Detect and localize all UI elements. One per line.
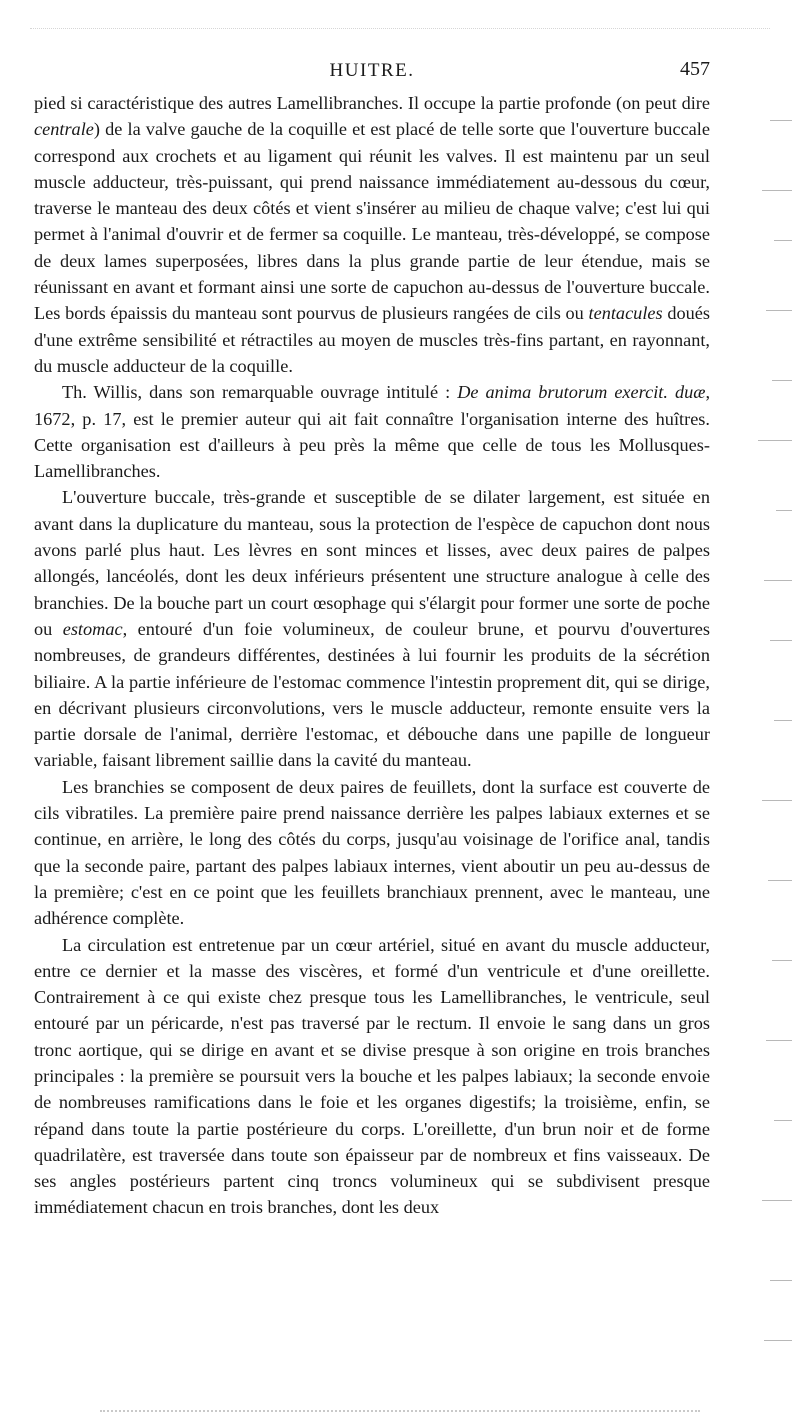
text-run: L'ouverture buccale, très-grande et susceptible de se dilater largement, est située en avant dans la duplicature du manteau, sous la protection de l'espèce de capuchon dont nous avons parlé plus haut. Les lèvres en sont minces et lisses, avec deux paires de palpes allongés, lancéolés, dont les deux inférieurs présentent une structure analogue à celle des branchies. De la bouche part un court œsophage qui s'élargit pour former une sorte de poche ou — [34, 487, 710, 639]
margin-tick — [766, 310, 792, 311]
margin-tick — [762, 800, 792, 801]
margin-tick — [758, 440, 792, 441]
paragraph — [34, 774, 710, 932]
paragraph — [34, 379, 710, 484]
text-run: ) de la valve gauche de la coquille et est placé de telle sorte que l'ouverture buccale correspond aux crochets et au ligament qui réunit les valves. Il est maintenu par un seul muscle adducteur, très-puissant, qui prend naissance immédiatement au-dessous du cœur, traverse le manteau des deux côtés et vient s'insérer au milieu de chaque valve; c'est lui qui permet à l'animal d'ouvrir et de fermer sa coquille. Le manteau, très-développé, se compose de deux lames superposées, libres dans la plus grande partie de leur étendue, mais se réunissant en avant et formant ainsi une sorte de capuchon au-dessus de l'ouverture buccale. Les bords épaissis du manteau sont pourvus de plusieurs rangées de cils ou — [34, 119, 710, 324]
margin-tick — [764, 580, 792, 581]
italic-term: tentacules — [588, 303, 663, 324]
scan-margin-marks — [732, 80, 792, 1380]
page-header — [34, 56, 710, 86]
text-run: Th. Willis, dans son remarquable ouvrage intitulé : — [62, 382, 458, 403]
margin-tick — [770, 1280, 792, 1281]
text-run: doués d'une extrême sensibilité et rétractiles au moyen de muscles très-fins partant, en rayonnant, du muscle adducteur de la coquille. — [34, 303, 710, 376]
scan-noise-bottom — [100, 1410, 700, 1414]
text-run: , entouré d'un foie volumineux, de couleur brune, et pourvu d'ouvertures nombreuses, de grandeurs différentes, destinées à lui fournir les produits de la sécrétion biliaire. A la partie inférieure de l'estomac commence l'intestin proprement dit, qui se dirige, en décrivant plusieurs circonvolutions, vers le muscle adducteur, remonte ensuite vers la partie dorsale de l'animal, derrière l'estomac, et débouche dans une papille de longueur variable, faisant librement saillie dans la cavité du manteau. — [34, 618, 710, 771]
text-run: , 1672, p. 17, est le premier auteur qui ait fait connaître l'organisation interne des huîtres. Cette organisation est d'ailleurs à peu près la même que celle de tous les Mollusques-Lamellibranches. — [34, 382, 711, 482]
margin-tick — [772, 380, 792, 381]
text-run: La circulation est entretenue par un cœur artériel, situé en avant du muscle adducteur, entre ce dernier et la masse des viscères, et formé d'un ventricule et d'une oreillette. Contrairement à ce qui existe chez presque tous les Lamellibranches, le ventricule, seul entouré par un péricarde, n'est pas traversé par le rectum. Il envoie le sang dans un gros tronc aortique, qui se dirige en avant et se divise presque à son origine en trois branches principales : la première se poursuit vers la bouche et les palpes labiaux; la seconde envoie de nombreuses ramifications dans le foie et les organes digestifs; la troisième, enfin, se répand dans toute la partie postérieure du corps. L'oreillette, d'un brun noir et de forme quadrilatère, est traversée dans toute son épaisseur par de nombreux et fins vaisseaux. De ses angles postérieurs partent cinq troncs volumineux qui se subdivisent presque immédiatement chacun en trois branches, dont les deux — [34, 934, 710, 1218]
margin-tick — [772, 960, 792, 961]
paragraph — [34, 932, 710, 1221]
italic-term: centrale — [34, 119, 94, 140]
margin-tick — [774, 240, 792, 241]
margin-tick — [762, 190, 792, 191]
scan-noise-top — [30, 28, 770, 31]
margin-tick — [766, 1040, 792, 1041]
text-run: pied si caractéristique des autres Lamellibranches. Il occupe la partie profonde (on peut dire — [34, 93, 710, 113]
margin-tick — [776, 510, 792, 511]
paragraph — [34, 484, 710, 773]
margin-tick — [770, 640, 792, 641]
italic-term: De anima brutorum exercit. duæ — [457, 382, 706, 403]
paragraph — [34, 90, 710, 379]
body-text — [34, 90, 710, 1221]
text-run: Les branchies se composent de deux paires de feuillets, dont la surface est couverte de cils vibratiles. La première paire prend naissance derrière les palpes labiaux externes et se continue, en arrière, le long des côtés du corps, jusqu'au voisinage de l'orifice anal, tandis que la seconde paire, partant des palpes labiaux internes, vient aboutir un peu au-dessus de la première; c'est en ce point que les feuillets branchiaux prennent, avec le manteau, une adhérence complète. — [34, 776, 710, 929]
italic-term: estomac — [62, 618, 123, 639]
margin-tick — [774, 1120, 792, 1121]
running-head: HUITRE. — [329, 60, 415, 81]
page-number: 457 — [680, 58, 710, 80]
margin-tick — [770, 120, 792, 121]
margin-tick — [764, 1340, 792, 1341]
margin-tick — [762, 1200, 792, 1201]
margin-tick — [774, 720, 792, 721]
margin-tick — [768, 880, 792, 881]
